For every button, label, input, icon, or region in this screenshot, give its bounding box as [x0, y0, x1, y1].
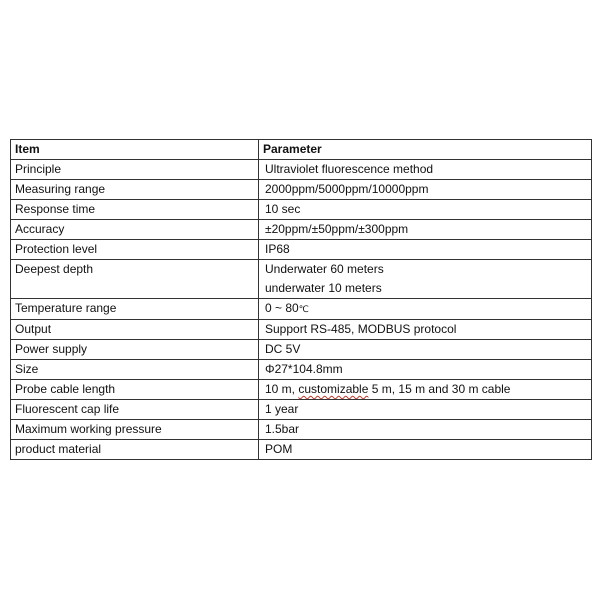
row-value: Ultraviolet fluorescence method	[259, 160, 592, 180]
table-row	[11, 160, 592, 180]
row-value-post: 5 m, 15 m and 30 m cable	[368, 382, 511, 396]
row-item: Measuring range	[11, 180, 259, 200]
header-item: Item	[11, 140, 259, 160]
table-row	[11, 360, 592, 380]
row-item: Output	[11, 320, 259, 340]
row-value	[259, 299, 592, 320]
row-value: IP68	[259, 240, 592, 260]
row-value-number: 0 ~ 80	[265, 301, 299, 315]
row-item: Response time	[11, 200, 259, 220]
table-row	[11, 400, 592, 420]
row-item: Accuracy	[11, 220, 259, 240]
table-row	[11, 440, 592, 460]
row-value: Φ27*104.8mm	[259, 360, 592, 380]
spec-table	[10, 139, 592, 460]
row-item: Power supply	[11, 340, 259, 360]
row-item: product material	[11, 440, 259, 460]
row-item: Size	[11, 360, 259, 380]
row-item: Probe cable length	[11, 380, 259, 400]
row-value: ±20ppm/±50ppm/±300ppm	[259, 220, 592, 240]
table-row	[11, 320, 592, 340]
table-header-row	[11, 140, 592, 160]
row-value	[259, 260, 592, 299]
table-row	[11, 220, 592, 240]
row-value: 1.5bar	[259, 420, 592, 440]
row-value: 1 year	[259, 400, 592, 420]
table-row	[11, 299, 592, 320]
table-row	[11, 380, 592, 400]
header-parameter: Parameter	[259, 140, 592, 160]
table-row	[11, 340, 592, 360]
row-item: Fluorescent cap life	[11, 400, 259, 420]
spellcheck-marked-word: customizable	[298, 382, 369, 396]
table-row	[11, 420, 592, 440]
row-value-pre: 10 m,	[265, 382, 299, 396]
row-item: Deepest depth	[11, 260, 259, 299]
row-item: Maximum working pressure	[11, 420, 259, 440]
row-value-line-2: underwater 10 meters	[265, 281, 382, 295]
row-value: 10 sec	[259, 200, 592, 220]
row-value	[259, 380, 592, 400]
table-row	[11, 200, 592, 220]
row-value: Support RS-485, MODBUS protocol	[259, 320, 592, 340]
row-item: Principle	[11, 160, 259, 180]
table-row	[11, 240, 592, 260]
row-value-unit: ℃	[298, 304, 309, 314]
table-row	[11, 260, 592, 299]
row-value: DC 5V	[259, 340, 592, 360]
table-row	[11, 180, 592, 200]
row-value-line-1: Underwater 60 meters	[265, 262, 384, 276]
row-value: POM	[259, 440, 592, 460]
row-item: Temperature range	[11, 299, 259, 320]
row-item: Protection level	[11, 240, 259, 260]
row-value: 2000ppm/5000ppm/10000ppm	[259, 180, 592, 200]
